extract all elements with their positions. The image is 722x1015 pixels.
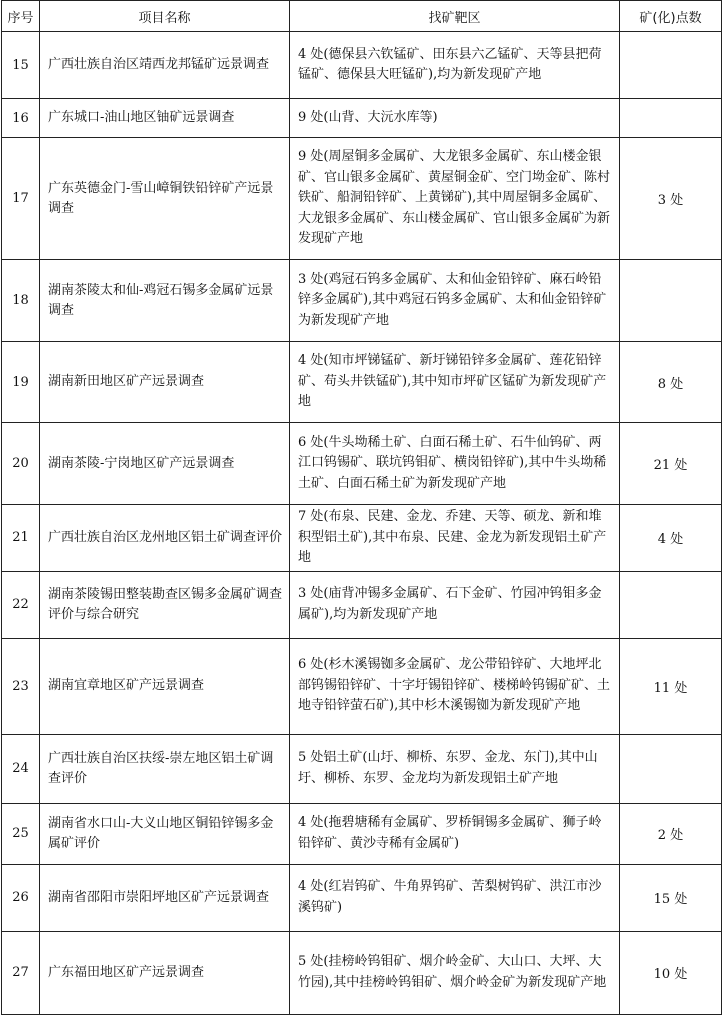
table-row (2, 99, 722, 138)
row-target: 6 处(杉木溪锡铷多金属矿、龙公带铅锌矿、大地坪北部钨锡铅锌矿、十字圩锡铅锌矿、楼梯岭钨锡矿矿、土地寺铅锌萤石矿),其中杉木溪锡铷为新发现矿产地 (290, 638, 620, 734)
row-target: 7 处(布泉、民建、金龙、乔建、天等、硕龙、新和堆积型铝土矿),其中布泉、民建、金龙为新发现铝土矿产地 (290, 505, 620, 572)
row-no: 22 (2, 571, 40, 638)
row-count: 3 处 (620, 138, 722, 260)
row-name: 广西壮族自治区靖西龙邦锰矿远景调查 (40, 32, 290, 99)
table-row (2, 505, 722, 572)
table-row (2, 423, 722, 505)
row-count (620, 734, 722, 803)
row-count: 2 处 (620, 803, 722, 864)
table-row (2, 260, 722, 342)
row-no: 26 (2, 864, 40, 931)
table-row (2, 803, 722, 864)
row-no: 19 (2, 342, 40, 423)
row-name: 广东城口-油山地区铀矿远景调查 (40, 99, 290, 138)
row-name: 广东英德金门-雪山嶂铜铁铅锌矿产远景调查 (40, 138, 290, 260)
row-count (620, 32, 722, 99)
row-target: 5 处(挂榜岭钨钼矿、烟介岭金矿、大山口、大坪、大竹园),其中挂榜岭钨钼矿、烟介岭金矿为新发现矿产地 (290, 931, 620, 1014)
row-count: 4 处 (620, 505, 722, 572)
row-target: 5 处铝土矿(山圩、柳桥、东罗、金龙、东门),其中山圩、柳桥、东罗、金龙均为新发现铝土矿产地 (290, 734, 620, 803)
row-no: 18 (2, 260, 40, 342)
row-no: 16 (2, 99, 40, 138)
row-name: 广东福田地区矿产远景调查 (40, 931, 290, 1014)
table-row (2, 138, 722, 260)
row-name: 湖南茶陵太和仙-鸡冠石锡多金属矿远景调查 (40, 260, 290, 342)
table-row (2, 864, 722, 931)
row-name: 湖南新田地区矿产远景调查 (40, 342, 290, 423)
row-count: 8 处 (620, 342, 722, 423)
table-row (2, 734, 722, 803)
row-count (620, 99, 722, 138)
row-target: 4 处(知市坪锑锰矿、新圩锑铅锌多金属矿、莲花铅锌矿、苟头井铁锰矿),其中知市坪矿区锰矿为新发现矿产地 (290, 342, 620, 423)
row-target: 4 处(德保县六钦锰矿、田东县六乙锰矿、天等县把荷锰矿、德保县大旺锰矿),均为新发现矿产地 (290, 32, 620, 99)
row-target: 9 处(周屋铜多金属矿、大龙银多金属矿、东山楼金银矿、官山银多金属矿、黄屋铜金矿、空门坳金矿、陈村铁矿、船洞铅锌矿、上黄锑矿),其中周屋铜多金属矿、大龙银多金属矿、东山楼金属矿、官山银多金属矿为新发现矿产地 (290, 138, 620, 260)
row-name: 湖南茶陵-宁岗地区矿产远景调查 (40, 423, 290, 505)
row-name: 广西壮族自治区龙州地区铝土矿调查评价 (40, 505, 290, 572)
row-target: 6 处(牛头坳稀土矿、白面石稀土矿、石牛仙钨矿、两江口钨锡矿、联坑钨钼矿、横岗铅锌矿),其中牛头坳稀土矿、白面石稀土矿为新发现矿产地 (290, 423, 620, 505)
header-no: 序号 (2, 1, 40, 32)
header-name: 项目名称 (40, 1, 290, 32)
table-row (2, 931, 722, 1014)
row-no: 15 (2, 32, 40, 99)
row-no: 20 (2, 423, 40, 505)
row-count: 21 处 (620, 423, 722, 505)
row-count (620, 571, 722, 638)
table-row (2, 571, 722, 638)
row-count: 10 处 (620, 931, 722, 1014)
header-count: 矿(化)点数 (620, 1, 722, 32)
row-no: 24 (2, 734, 40, 803)
row-count: 11 处 (620, 638, 722, 734)
mineral-survey-table (1, 0, 722, 1015)
row-no: 21 (2, 505, 40, 572)
table-row (2, 342, 722, 423)
row-no: 25 (2, 803, 40, 864)
row-count (620, 260, 722, 342)
row-name: 湖南茶陵锡田整装勘查区锡多金属矿调查评价与综合研究 (40, 571, 290, 638)
row-name: 广西壮族自治区扶绥-崇左地区铝土矿调查评价 (40, 734, 290, 803)
table-row (2, 638, 722, 734)
row-target: 3 处(庙背冲锡多金属矿、石下金矿、竹园冲钨钼多金属矿),均为新发现矿产地 (290, 571, 620, 638)
row-name: 湖南宜章地区矿产远景调查 (40, 638, 290, 734)
row-no: 17 (2, 138, 40, 260)
row-name: 湖南省邵阳市崇阳坪地区矿产远景调查 (40, 864, 290, 931)
table-header-row (2, 1, 722, 32)
row-no: 23 (2, 638, 40, 734)
header-target: 找矿靶区 (290, 1, 620, 32)
row-count: 15 处 (620, 864, 722, 931)
row-target: 3 处(鸡冠石钨多金属矿、太和仙金铅锌矿、麻石岭铅锌多金属矿),其中鸡冠石钨多金属矿、太和仙金铅锌矿为新发现矿产地 (290, 260, 620, 342)
row-target: 4 处(拖碧塘稀有金属矿、罗桥铜锡多金属矿、狮子岭铅锌矿、黄沙寺稀有金属矿) (290, 803, 620, 864)
table-row (2, 32, 722, 99)
row-no: 27 (2, 931, 40, 1014)
row-target: 9 处(山背、大沅水库等) (290, 99, 620, 138)
row-name: 湖南省水口山-大义山地区铜铅锌锡多金属矿评价 (40, 803, 290, 864)
row-target: 4 处(红岩钨矿、牛角界钨矿、苦梨树钨矿、洪江市沙溪钨矿) (290, 864, 620, 931)
